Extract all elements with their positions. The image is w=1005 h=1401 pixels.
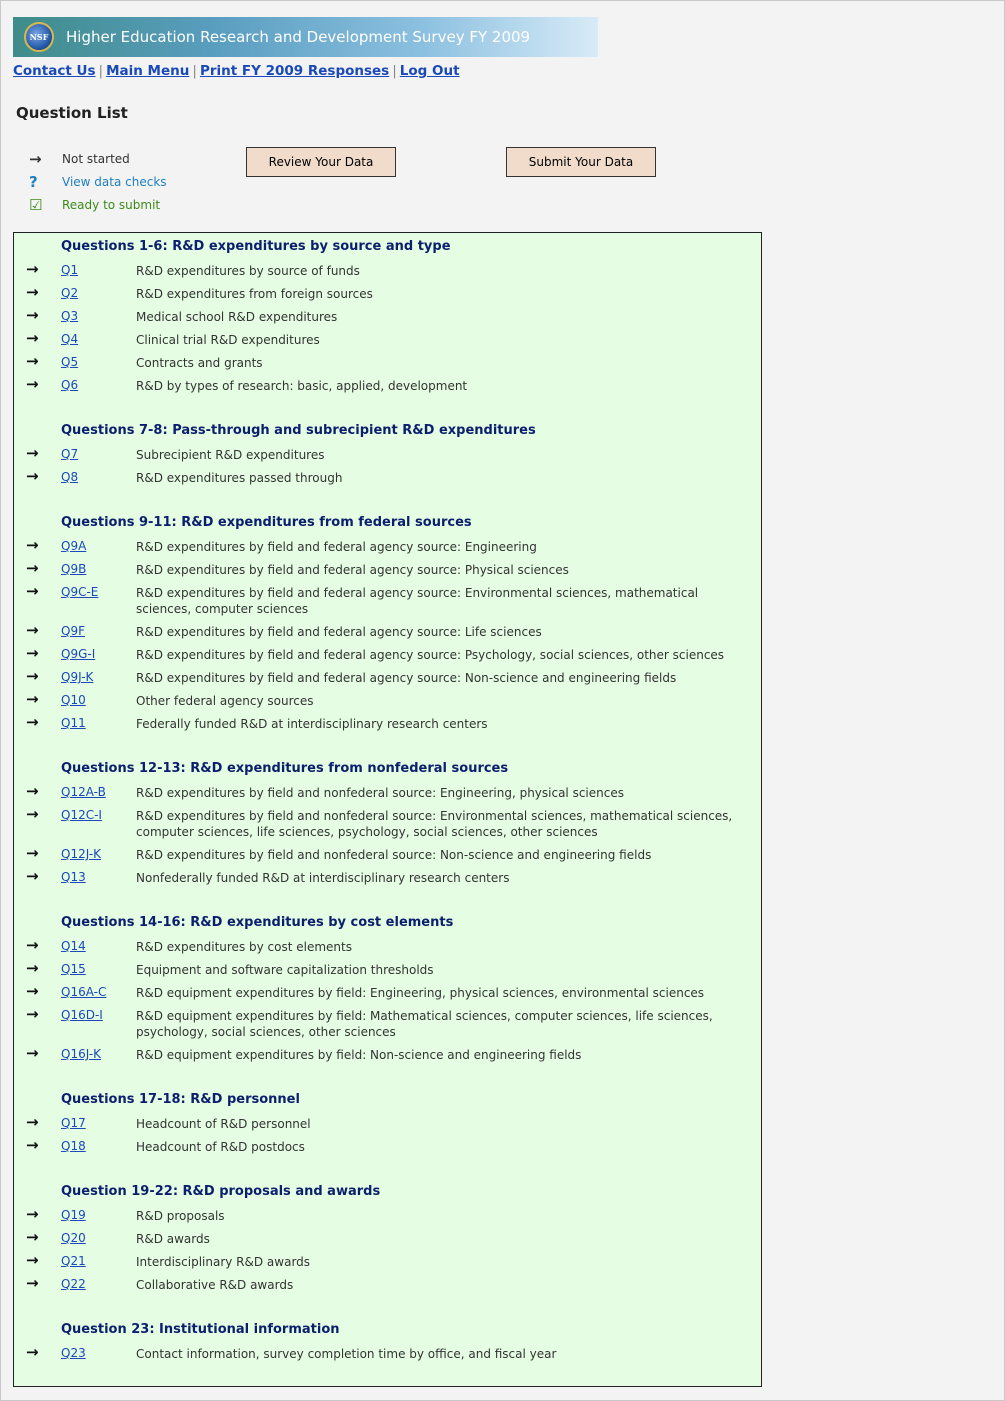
question-link[interactable]: Q2 — [61, 286, 79, 300]
question-description: Contracts and grants — [136, 356, 263, 370]
arrow-right-icon: → — [26, 936, 39, 954]
question-link[interactable]: Q22 — [61, 1277, 86, 1291]
question-description: R&D equipment expenditures by field: Mathematical sciences, computer sciences, life sciences, psychology, social sciences, other sciences — [136, 1009, 713, 1039]
arrow-right-icon: → — [26, 283, 39, 301]
arrow-right-icon: → — [26, 329, 39, 347]
question-link[interactable]: Q21 — [61, 1254, 86, 1268]
question-description: R&D expenditures by source of funds — [136, 264, 360, 278]
legend-label: Ready to submit — [62, 197, 161, 212]
nav-separator: | — [192, 63, 197, 79]
question-link[interactable]: Q18 — [61, 1139, 86, 1153]
section-heading: Question 23: Institutional information — [61, 1322, 340, 1337]
checkbox-checked-icon: ☑ — [29, 195, 43, 214]
banner-title: Higher Education Research and Development Survey FY 2009 — [66, 28, 531, 46]
question-description: Other federal agency sources — [136, 694, 314, 708]
question-list-panel — [13, 232, 762, 1387]
arrow-right-icon: → — [26, 805, 39, 823]
legend-not-started — [29, 147, 167, 170]
question-description: Nonfederally funded R&D at interdisciplinary research centers — [136, 871, 510, 885]
arrow-right-icon: → — [26, 260, 39, 278]
question-description: Contact information, survey completion time by office, and fiscal year — [136, 1347, 557, 1361]
question-link[interactable]: Q6 — [61, 378, 79, 392]
question-description: Interdisciplinary R&D awards — [136, 1255, 311, 1269]
question-link[interactable]: Q7 — [61, 447, 79, 461]
question-description: R&D expenditures by field and federal agency source: Life sciences — [136, 625, 542, 639]
question-description: R&D expenditures by field and federal agency source: Physical sciences — [136, 563, 569, 577]
question-link[interactable]: Q17 — [61, 1116, 86, 1130]
arrow-right-icon: → — [26, 1113, 39, 1131]
arrow-right-icon: → — [26, 713, 39, 731]
question-link[interactable]: Q5 — [61, 355, 79, 369]
question-description: R&D expenditures by field and nonfederal source: Environmental sciences, mathematical sciences, computer sciences, life sciences, psychology, social sciences, other sciences — [136, 809, 733, 839]
question-link[interactable]: Q9F — [61, 624, 85, 638]
legend-view-checks[interactable] — [29, 170, 167, 193]
arrow-right-icon: → — [26, 1343, 39, 1361]
section-heading: Questions 17-18: R&D personnel — [61, 1092, 300, 1107]
question-mark-icon: ? — [29, 172, 38, 191]
arrow-right-icon: → — [26, 844, 39, 862]
arrow-right-icon: → — [26, 867, 39, 885]
submit-data-button[interactable]: Submit Your Data — [506, 147, 656, 177]
question-description: Medical school R&D expenditures — [136, 310, 338, 324]
arrow-right-icon: → — [26, 1044, 39, 1062]
arrow-right-icon: → — [26, 621, 39, 639]
question-link[interactable]: Q13 — [61, 870, 86, 884]
question-link[interactable]: Q11 — [61, 716, 86, 730]
section-heading: Questions 1-6: R&D expenditures by source and type — [61, 239, 451, 254]
status-legend — [29, 147, 167, 216]
question-description: Equipment and software capitalization thresholds — [136, 963, 434, 977]
question-description: R&D expenditures passed through — [136, 471, 343, 485]
log-out-link[interactable]: Log Out — [399, 63, 460, 79]
arrow-right-icon: → — [26, 306, 39, 324]
question-description: R&D awards — [136, 1232, 210, 1246]
question-link[interactable]: Q1 — [61, 263, 79, 277]
question-link[interactable]: Q8 — [61, 470, 79, 484]
arrow-right-icon: → — [26, 782, 39, 800]
question-description: R&D proposals — [136, 1209, 225, 1223]
arrow-right-icon: → — [26, 375, 39, 393]
question-link[interactable]: Q9B — [61, 562, 87, 576]
question-link[interactable]: Q3 — [61, 309, 79, 323]
section-heading: Questions 7-8: Pass-through and subrecipient R&D expenditures — [61, 423, 536, 438]
question-link[interactable]: Q14 — [61, 939, 86, 953]
question-link[interactable]: Q19 — [61, 1208, 86, 1222]
question-link[interactable]: Q15 — [61, 962, 86, 976]
arrow-right-icon: → — [26, 467, 39, 485]
question-description: R&D equipment expenditures by field: Engineering, physical sciences, environmental sciences — [136, 986, 705, 1000]
question-description: R&D expenditures by field and federal agency source: Environmental sciences, mathematical sciences, computer sciences — [136, 586, 699, 616]
main-menu-link[interactable]: Main Menu — [106, 63, 190, 79]
question-link[interactable]: Q9G-I — [61, 647, 96, 661]
question-link[interactable]: Q23 — [61, 1346, 86, 1360]
top-nav — [13, 63, 460, 79]
question-description: R&D expenditures from foreign sources — [136, 287, 373, 301]
arrow-right-icon: → — [26, 690, 39, 708]
arrow-right-icon: → — [26, 1205, 39, 1223]
arrow-right-icon: → — [29, 149, 42, 168]
section-heading: Questions 14-16: R&D expenditures by cost elements — [61, 915, 454, 930]
section-heading: Questions 12-13: R&D expenditures from nonfederal sources — [61, 761, 509, 776]
arrow-right-icon: → — [26, 644, 39, 662]
question-description: R&D expenditures by cost elements — [136, 940, 352, 954]
question-link[interactable]: Q9A — [61, 539, 87, 553]
arrow-right-icon: → — [26, 1274, 39, 1292]
question-link[interactable]: Q12C-I — [61, 808, 102, 822]
arrow-right-icon: → — [26, 582, 39, 600]
question-link[interactable]: Q10 — [61, 693, 86, 707]
legend-ready — [29, 193, 167, 216]
question-description: Subrecipient R&D expenditures — [136, 448, 325, 462]
question-description: R&D equipment expenditures by field: Non-science and engineering fields — [136, 1048, 582, 1062]
question-description: R&D expenditures by field and nonfederal source: Non-science and engineering fields — [136, 848, 652, 862]
question-description: R&D by types of research: basic, applied, development — [136, 379, 468, 393]
question-description: Federally funded R&D at interdisciplinary research centers — [136, 717, 488, 731]
print-responses-link[interactable]: Print FY 2009 Responses — [199, 63, 390, 79]
question-link[interactable]: Q16J-K — [61, 1047, 102, 1061]
arrow-right-icon: → — [26, 1251, 39, 1269]
arrow-right-icon: → — [26, 1136, 39, 1154]
contact-us-link[interactable]: Contact Us — [13, 63, 96, 79]
arrow-right-icon: → — [26, 352, 39, 370]
question-link[interactable]: Q9C-E — [61, 585, 99, 599]
question-link[interactable]: Q12J-K — [61, 847, 102, 861]
section-heading: Question 19-22: R&D proposals and awards — [61, 1184, 381, 1199]
nav-separator: | — [392, 63, 397, 79]
arrow-right-icon: → — [26, 444, 39, 462]
question-link[interactable]: Q20 — [61, 1231, 86, 1245]
legend-label[interactable]: View data checks — [62, 174, 167, 189]
question-link[interactable]: Q9J-K — [61, 670, 94, 684]
arrow-right-icon: → — [26, 559, 39, 577]
page-title: Question List — [16, 104, 128, 122]
question-description: Headcount of R&D postdocs — [136, 1140, 305, 1154]
question-description: Clinical trial R&D expenditures — [136, 333, 320, 347]
question-description: R&D expenditures by field and federal agency source: Engineering — [136, 540, 537, 554]
survey-banner — [13, 17, 598, 57]
arrow-right-icon: → — [26, 667, 39, 685]
nav-separator: | — [98, 63, 104, 79]
question-link[interactable]: Q16D-I — [61, 1008, 103, 1022]
question-link[interactable]: Q16A-C — [61, 985, 107, 999]
question-description: R&D expenditures by field and nonfederal source: Engineering, physical sciences — [136, 786, 624, 800]
arrow-right-icon: → — [26, 982, 39, 1000]
arrow-right-icon: → — [26, 959, 39, 977]
review-data-button[interactable]: Review Your Data — [246, 147, 396, 177]
question-link[interactable]: Q4 — [61, 332, 79, 346]
question-description: R&D expenditures by field and federal agency source: Non-science and engineering fields — [136, 671, 677, 685]
legend-label: Not started — [62, 151, 130, 166]
question-description: Headcount of R&D personnel — [136, 1117, 311, 1131]
question-link[interactable]: Q12A-B — [61, 785, 106, 799]
nsf-logo: NSF — [24, 22, 54, 52]
arrow-right-icon: → — [26, 1005, 39, 1023]
section-heading: Questions 9-11: R&D expenditures from federal sources — [61, 515, 472, 530]
arrow-right-icon: → — [26, 536, 39, 554]
arrow-right-icon: → — [26, 1228, 39, 1246]
question-description: R&D expenditures by field and federal agency source: Psychology, social sciences, other sciences — [136, 648, 725, 662]
question-description: Collaborative R&D awards — [136, 1278, 294, 1292]
